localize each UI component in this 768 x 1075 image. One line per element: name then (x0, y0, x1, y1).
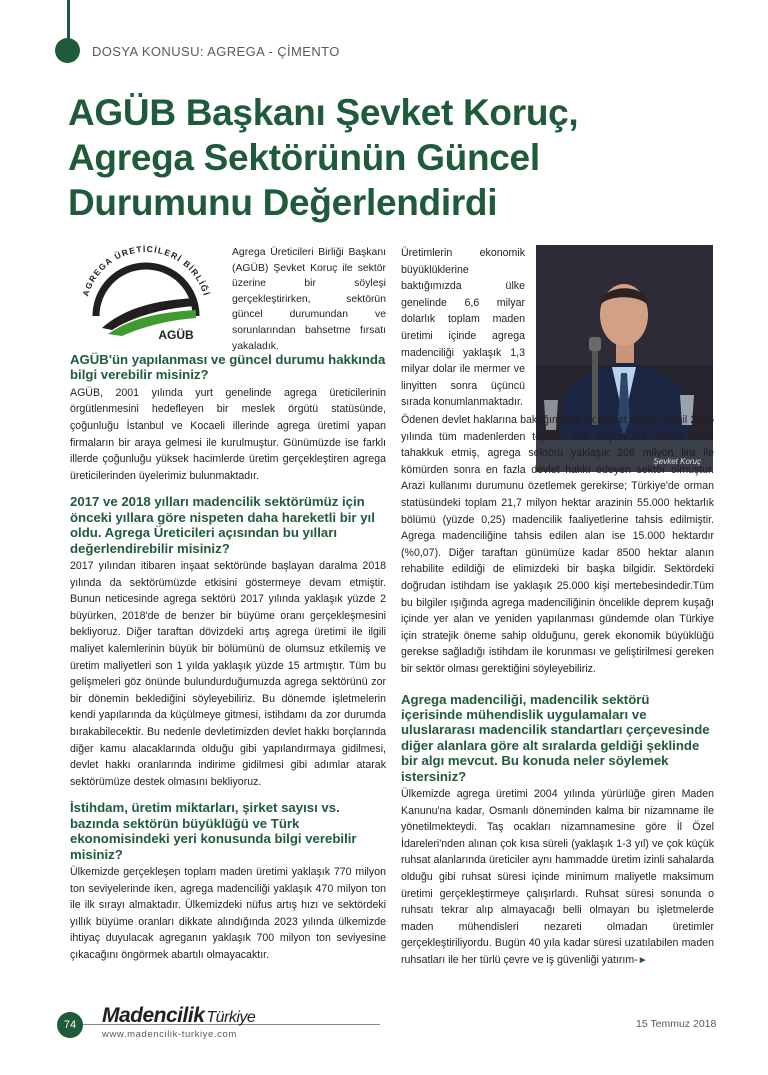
answer-4-text: Ülkemizde agrega üretimi 2004 yılında yürürlüğe giren Maden Kanunu'na kadar, Osmanlı döneminden kalma bir nizamname ile yönetilmekteydi. Taş ocakları nizamnamesine göre İl Özel İdareleri'nden alınan çok kısa süreli (yaklaşık 1-3 yıl) ve çok küçük ruhsat alanlarında üreticiler aynı hammadde üretim izinli sahalarda olduğu gibi ruhsat süresi içinde minimum maliyetle maksimum üretimi gerçekleştirmeye çalışırlardı. Ruhsat süresi sonunda o ruhsatı tekrar alıp almayacağı belli olmayan bu işletmelerde maden mühendisleri nezareti olmadan üretimler gerçekleştiriliyordu. Bugün 40 yıla kadar süresi uzatılabilen maden ruhsatları ile her türlü çevre ve iş güvenliği yatırım- (401, 787, 714, 966)
headline-line-2: Agrega Sektörünün Güncel (68, 137, 540, 178)
photo-caption: Şevket Koruç (653, 457, 701, 466)
header-vertical-rule (67, 0, 70, 42)
article-headline (68, 90, 708, 225)
answer-1: AGÜB, 2001 yılında yurt genelinde agrega üreticilerinin örgütlenmesini hedefleyen bir meslek örgütü statüsünde, çoğunluğu İstanbul ve Kocaeli illerinde agrega üretimi yapan firmaların bir araya gelmesi ile kurulmuştur. Günümüzde ise farklı illerde çoğunluğu yüksek hacimlerde üretim gerçekleştiren agrega üreticilerinden üyelerimiz bulunmaktadır. (70, 386, 386, 482)
question-4: Agrega madenciliği, madencilik sektörü içerisinde mühendislik uygulamaları ve uluslararası madencilik standartları çerçevesinde diğer alanlara göre alt sıralarda geldiği şeklinde bir algı mevcut. Bu konuda neler söylemek istersiniz? (401, 691, 710, 784)
right-paragraph-2: Ödenen devlet haklarına baktığımızda ek devlet hakları dahil 2016 yılında tüm madenlerden toplam 738 milyon lira devlet hakkı tahakkuk etmiş, agrega sektörü yaklaşık 208 milyon lira ile kömürden sonra en fazla devlet hakkı ödeyen sektör olmuştur. Arazi kullanımı durumunu özetlemek gerekirse; Türkiye'de orman statüsündeki toplam 21,7 milyon hektar arazinin 55.000 hektarlık bölümü (yüzde 0,25) madencilik faaliyetlerine tahsis edilmiştir. Agrega madenciliğine tahsis edilen alan ise 15.000 hektardır (%0,07). Diğer taraftan günümüze kadar 8500 hektar alanın rehabilite edildiği de elimizdeki bir başka bilgidir. Sektördeki doğrudan istihdam ise yaklaşık 25.000 kişi mertebesindedir.Tüm bu bilgiler ışığında agrega madenciliğinin öncelikle deprem kuşağı içinde yer alan ve yeniden yapılanması gündemde olan Türkiye için stratejik öneme sahip olduğunu, gerek ekonomik büyüklüğü gerekse sağladığı istihdam ile korunması ve geliştirilmesi gereken bir sektör olması gerektiğini söyleyebiliriz. (401, 414, 714, 675)
question-1: AGÜB'ün yapılanması ve güncel durumu hakkında bilgi verebilir misiniz? (70, 352, 386, 383)
headline-line-1: AGÜB Başkanı Şevket Koruç, (68, 92, 579, 133)
right-paragraph-1: Üretimlerin ekonomik büyüklüklerine baktığımızda ülke genelinde 6,6 milyar dolarlık toplam maden üretimi içinde agrega madenciliği yaklaşık 1,3 milyar dolar ile mermer ve linyitten sonra üçüncü sırada konumlanmaktadır. (401, 247, 525, 409)
answer-4 (401, 786, 714, 970)
question-2: 2017 ve 2018 yılları madencilik sektörümüz için önceki yıllara göre nispeten daha hareketli bir yıl oldu. Agrega Üreticileri açısından bu yılları değerlendirebilir misiniz? (70, 494, 375, 556)
page-number: 74 (57, 1012, 83, 1038)
brand-main: Madencilik (102, 1004, 205, 1027)
logo-name: AGÜB (158, 328, 194, 342)
question-3: İstihdam, üretim miktarları, şirket sayısı vs. bazında sektörün büyüklüğü ve Türk ekonomisindeki yeri konusunda bilgi verebilir misiniz? (70, 800, 357, 862)
left-column (70, 352, 386, 964)
intro-block (232, 245, 386, 354)
right-column (401, 412, 714, 969)
website-link[interactable]: www.madencilik-turkiye.com (102, 1029, 237, 1040)
section-kicker: DOSYA KONUSU: AGREGA - ÇİMENTO (92, 44, 340, 59)
header-dot (55, 38, 80, 63)
headline-line-3: Durumunu Değerlendirdi (68, 182, 498, 223)
issue-date: 15 Temmuz 2018 (636, 1018, 717, 1030)
brand-sub: Türkiye (206, 1009, 256, 1026)
answer-3: Ülkemizde gerçekleşen toplam maden üretimi yaklaşık 770 milyon ton seviyelerinde iken, agrega madenciliği yaklaşık 470 milyon ton ile ilk sırayı almaktadır. Ülkemizdeki nüfus artış hızı ve sektördeki yıllık büyüme oranları dikkate alındığında 2023 yılında ülkemizde ihtiyaç duyulacak agreganın yaklaşık 700 milyon ton seviyesine çıkacağını öngörmek abartılı olmayacaktır. (70, 865, 386, 961)
right-column-narrow (401, 245, 525, 411)
logo-ring-text: AGREGA ÜRETİCİLERİ BİRLİĞİ (80, 243, 212, 298)
agub-logo (72, 242, 220, 342)
continue-arrow-icon: ► (637, 954, 648, 966)
magazine-brand (102, 1004, 255, 1028)
answer-2: 2017 yılından itibaren inşaat sektöründe başlayan daralma 2018 yılında da sektörümüzde etkisini göstermeye devam etmiştir. Bunun neticesinde agrega sektörü 2017 yılında yaklaşık yüzde 2 büyürken, 2018'de de benzer bir büyüme oranı gerçekleşmesini bekliyoruz. Diğer taraftan dövizdeki artış agrega üretimi ile ilgili maliyet kalemlerinin büyük bir bölümünü de olumsuz etkilemiş ve üretim maliyetleri son 1 yılda yaklaşık yüzde 15 artmıştır. Tüm bu gelişmeleri göz önünde bulundurduğumuzda agrega sektörünü zor bir dönemin beklediğini söyleyebiliriz. Bu dönemde işletmelerin kendi yapılarında da küçülmeye gitmesi, istihdamı da zor durumda bırakabilecektir. Bu nedenle devletimizden devlet hakkı borçlarında diğer kamu alacaklarında olduğu gibi yapılandırmaya gidilmesi, devlet hakkı oranlarında indirime gidilmesi gibi adımlar atarak sektörümüze destek olmasını bekliyoruz. (70, 560, 386, 788)
intro-paragraph: Agrega Üreticileri Birliği Başkanı (AGÜB) Şevket Koruç ile sektör üzerine bir söyleşi gerçekleştirirken, sektörün güncel durumundan ve sorunlarından bahsetme fırsatı yakaladık. (232, 247, 386, 352)
